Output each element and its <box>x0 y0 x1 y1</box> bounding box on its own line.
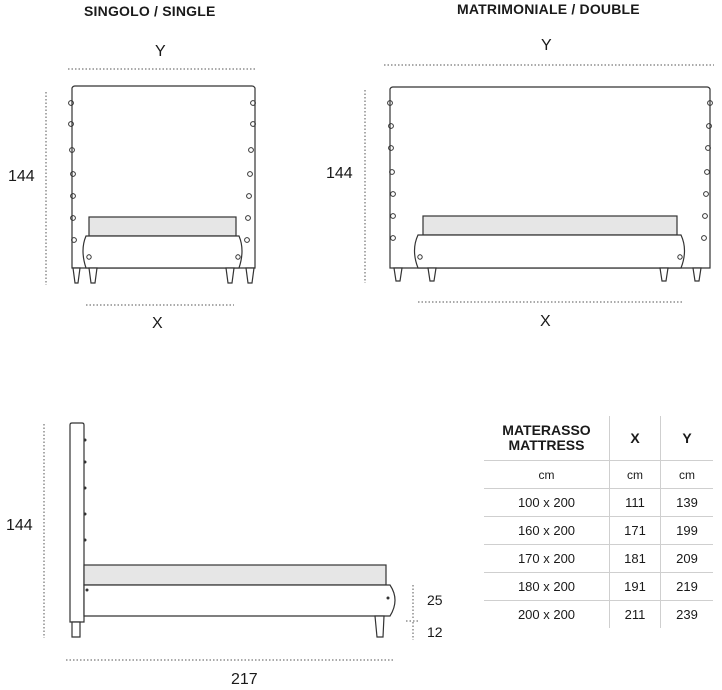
single-bed-front <box>72 86 255 283</box>
double-width-y-label: Y <box>541 37 552 54</box>
header-x: X <box>610 416 661 461</box>
double-width-x-label: X <box>540 313 551 330</box>
double-height-label: 144 <box>326 165 353 182</box>
double-bed-front <box>390 87 710 281</box>
side-height-label: 144 <box>6 517 33 534</box>
cell-mattress: 170 x 200 <box>484 545 610 573</box>
cell-mattress: 100 x 200 <box>484 489 610 517</box>
cell-y: 209 <box>661 545 714 573</box>
single-height-label: 144 <box>8 168 35 185</box>
cell-x: 171 <box>610 517 661 545</box>
header-mattress <box>484 416 610 461</box>
side-feet-height-label: 12 <box>427 624 443 640</box>
cell-x: 181 <box>610 545 661 573</box>
bed-side-view <box>70 423 395 637</box>
unit-y: cm <box>661 461 714 489</box>
size-table <box>484 416 713 628</box>
cell-mattress: 180 x 200 <box>484 573 610 601</box>
table-row <box>484 545 713 573</box>
table-row <box>484 489 713 517</box>
header-mattress-en: MATTRESS <box>508 437 585 453</box>
cell-y: 239 <box>661 601 714 629</box>
unit-x: cm <box>610 461 661 489</box>
cell-mattress: 160 x 200 <box>484 517 610 545</box>
cell-y: 139 <box>661 489 714 517</box>
cell-y: 219 <box>661 573 714 601</box>
cell-mattress: 200 x 200 <box>484 601 610 629</box>
header-y: Y <box>661 416 714 461</box>
table-row <box>484 573 713 601</box>
side-base-height-label: 25 <box>427 592 443 608</box>
cell-x: 211 <box>610 601 661 629</box>
single-width-x-label: X <box>152 315 163 332</box>
table-row <box>484 517 713 545</box>
double-title: MATRIMONIALE / DOUBLE <box>457 1 640 17</box>
single-title: SINGOLO / SINGLE <box>84 3 216 19</box>
size-table-units-row <box>484 461 713 489</box>
cell-x: 111 <box>610 489 661 517</box>
unit-mattress: cm <box>484 461 610 489</box>
side-length-label: 217 <box>231 671 258 688</box>
header-mattress-it: MATERASSO <box>502 422 591 438</box>
cell-x: 191 <box>610 573 661 601</box>
table-row <box>484 601 713 629</box>
size-table-header <box>484 416 713 461</box>
single-width-y-label: Y <box>155 43 166 60</box>
cell-y: 199 <box>661 517 714 545</box>
